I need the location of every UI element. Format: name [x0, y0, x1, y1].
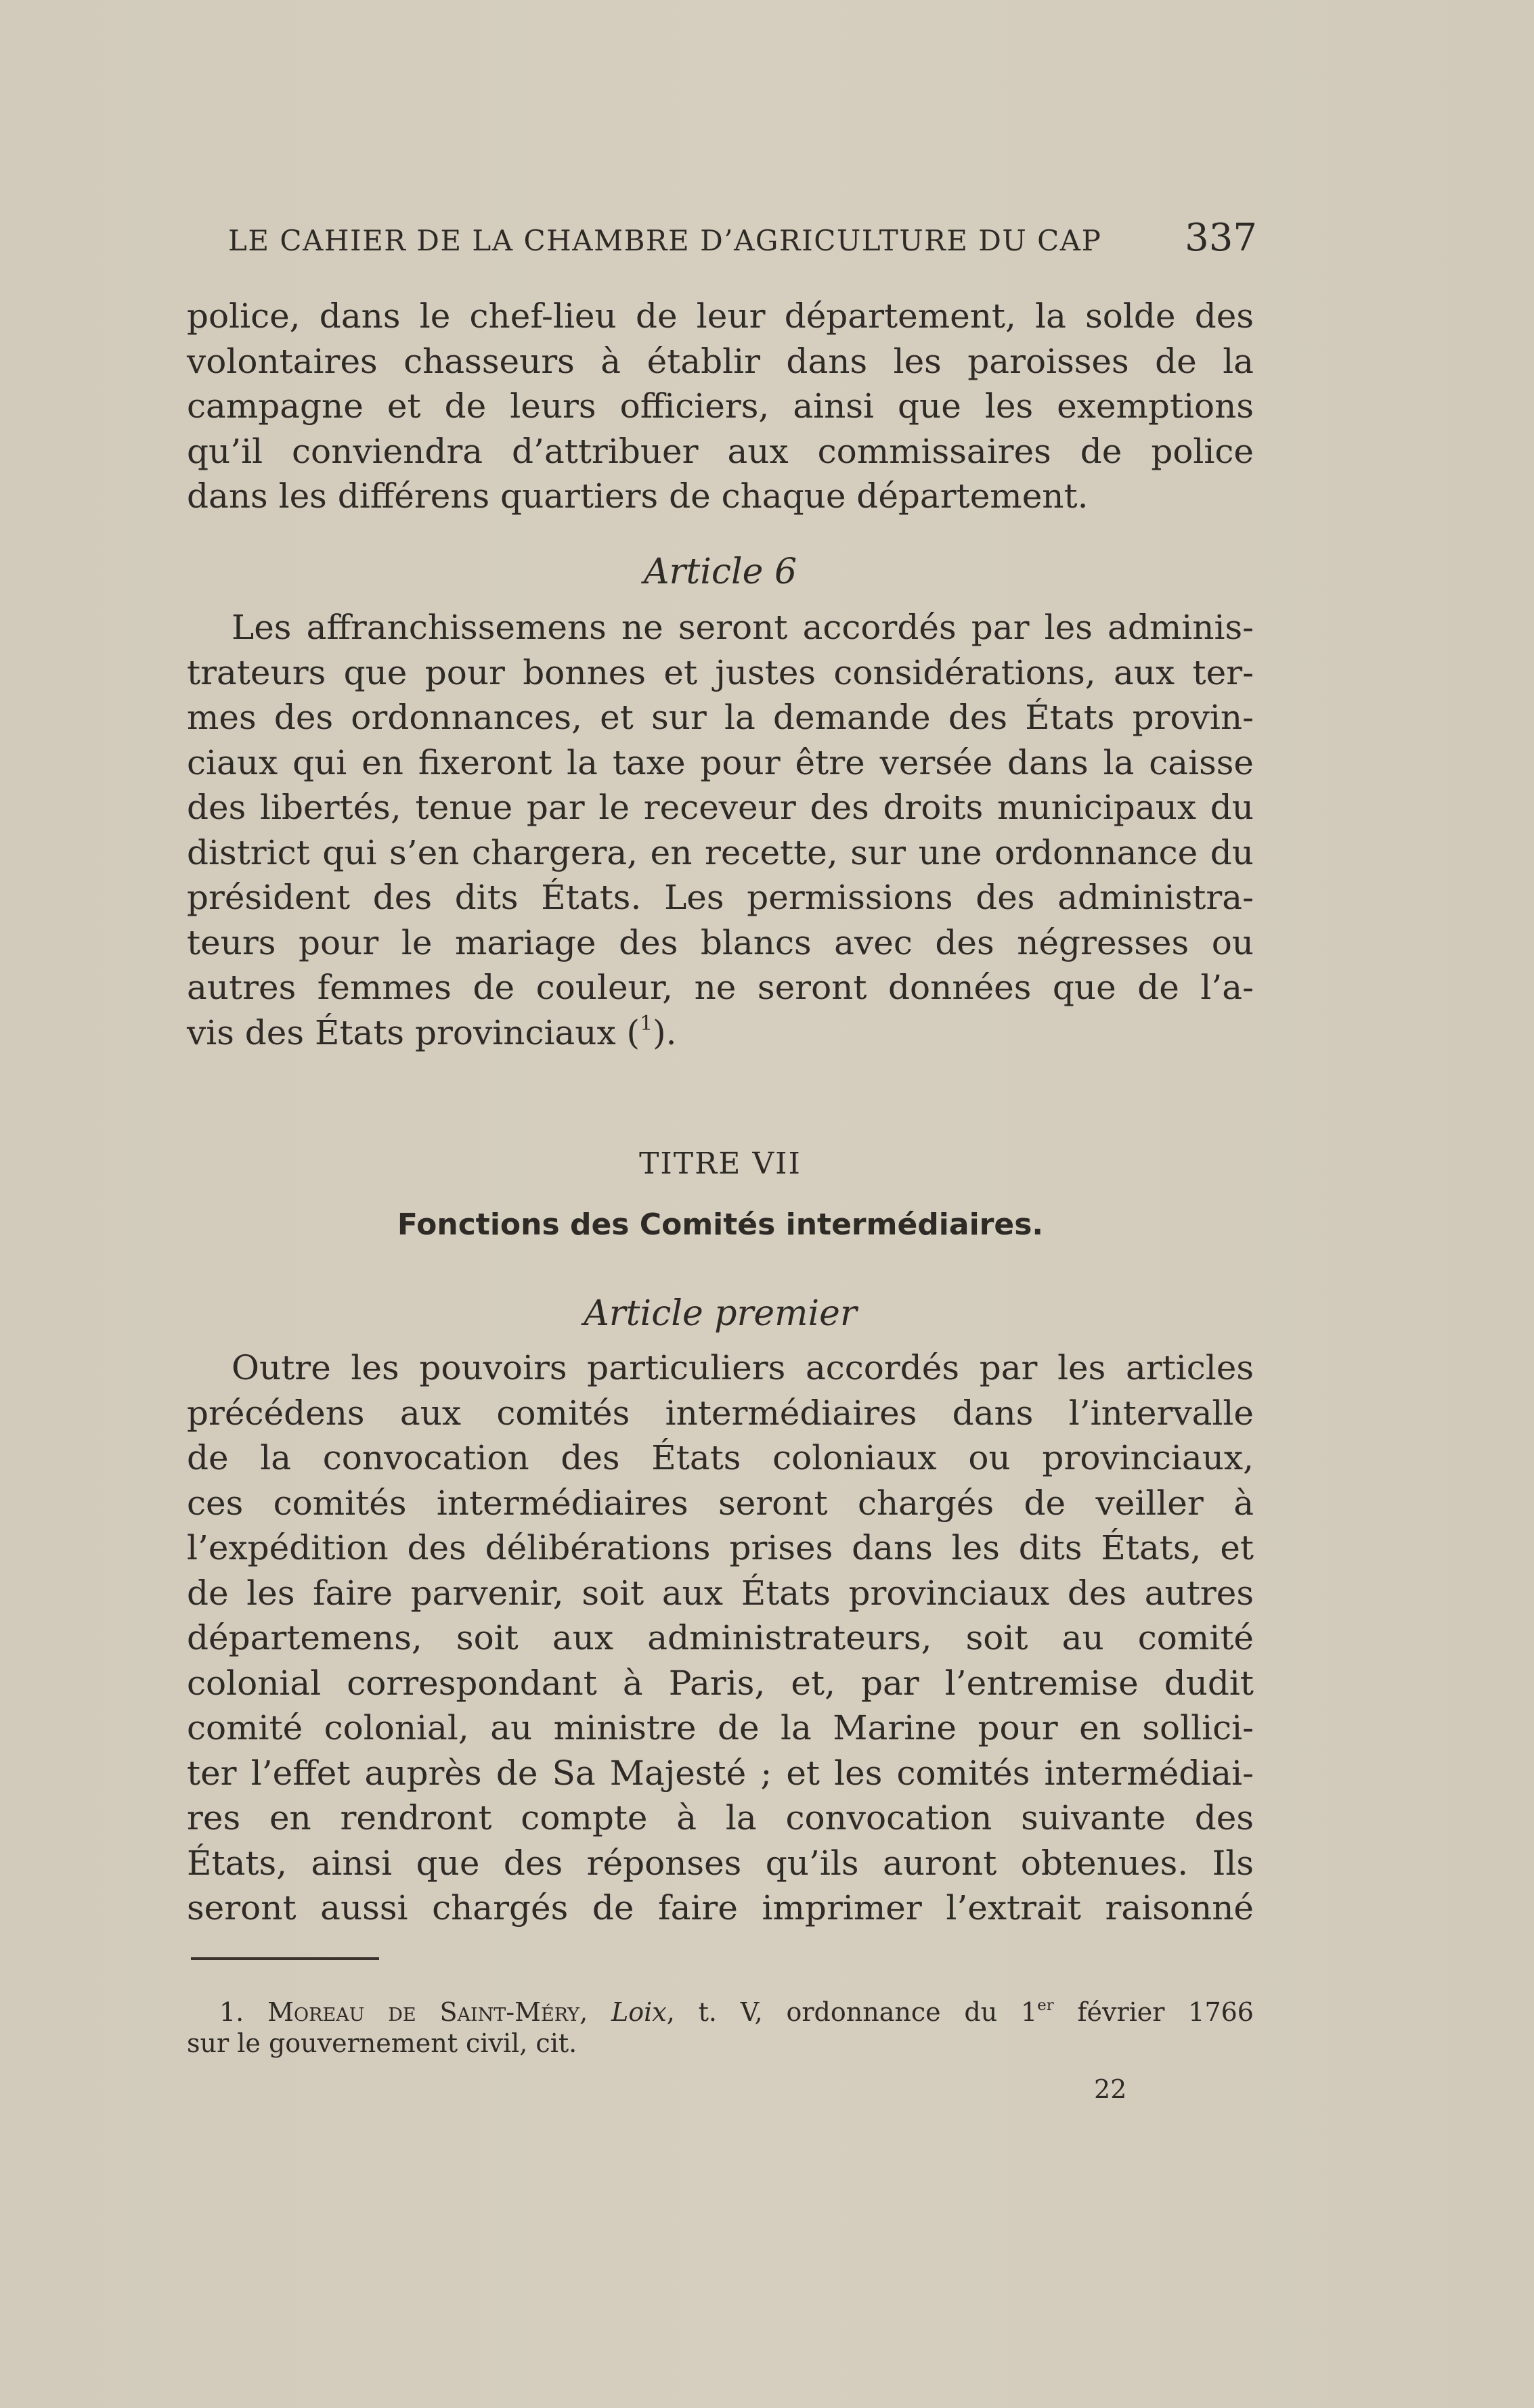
text-line: ces comités intermédiaires seront chargés de veiller à	[187, 1483, 1254, 1523]
text-line: États, ainsi que des réponses qu’ils auront obtenues. Ils	[187, 1843, 1254, 1883]
signature-mark: 22	[1094, 2074, 1127, 2104]
footnote-author: Moreau de Saint-Méry	[267, 1997, 580, 2027]
text-line: Outre les pouvoirs particuliers accordés par les articles	[232, 1348, 1254, 1387]
text-line: de les faire parvenir, soit aux États provinciaux des autres	[187, 1573, 1254, 1613]
text-line: colonial correspondant à Paris, et, par l’entremise dudit	[187, 1663, 1254, 1703]
text-fragment: .	[665, 1012, 677, 1052]
text-line: volontaires chasseurs à établir dans les paroisses de la	[187, 341, 1254, 381]
page-number: 337	[1185, 216, 1257, 260]
text-line: des libertés, tenue par le receveur des droits municipaux du	[187, 788, 1254, 827]
article-6-heading: Article 6	[643, 552, 797, 592]
paragraph-article-6	[187, 605, 1254, 1055]
paragraph-intro	[187, 294, 1254, 519]
text-line: trateurs que pour bonnes et justes considérations, aux ter-	[187, 652, 1254, 692]
titre-vii-label: TITRE VII	[639, 1146, 802, 1181]
footnote-1	[187, 1997, 1254, 2059]
text-line: district qui s’en chargera, en recette, sur une ordonnance du	[187, 832, 1254, 872]
text-line: départemens, soit aux administrateurs, soit au comité	[187, 1618, 1254, 1657]
text-line: Les affranchissemens ne seront accordés par les adminis-	[232, 608, 1254, 647]
text-line: police, dans le chef-lieu de leur département, la solde des	[187, 296, 1254, 336]
text-line: l’expédition des délibérations prises dans les dits États, et	[187, 1528, 1254, 1567]
text-line: dans les différens quartiers de chaque département.	[187, 476, 1089, 516]
text-line: qu’il conviendra d’attribuer aux commissaires de police	[187, 431, 1254, 471]
text-line: teurs pour le mariage des blancs avec des négresses ou	[187, 922, 1254, 962]
article-premier-heading: Article premier	[584, 1293, 857, 1334]
text-line: mes des ordonnances, et sur la demande des États provin-	[187, 698, 1254, 737]
text-line: autres femmes de couleur, ne seront données que de l’a-	[187, 968, 1254, 1007]
footnote-superscript: er	[1037, 1997, 1054, 2015]
text-line: res en rendront compte à la convocation suivante des	[187, 1798, 1254, 1837]
text-line: ciaux qui en fixeront la taxe pour être versée dans la caisse	[187, 742, 1254, 782]
footnote-number: 1.	[219, 1997, 244, 2027]
text-line: campagne et de leurs officiers, ainsi que les exemptions	[187, 386, 1254, 426]
paragraph-article-premier	[187, 1345, 1254, 1931]
footnote-line: sur le gouvernement civil, cit.	[187, 2028, 577, 2058]
footnote-divider	[191, 1957, 379, 1960]
running-head-title: LE CAHIER DE LA CHAMBRE D’AGRICULTURE DU CAP	[228, 224, 1102, 257]
text-line: précédens aux comités intermédiaires dans l’intervalle	[187, 1393, 1254, 1433]
text-line: président des dits États. Les permissions des administra-	[187, 878, 1254, 917]
footnote-line: 1. Moreau de Saint-Méry, Loix, t. V, ordonnance du 1er février 1766	[219, 1997, 1254, 2027]
footnote-title: Loix	[611, 1997, 667, 2027]
running-head	[228, 218, 1257, 261]
footnote-reference[interactable]: 1	[640, 1011, 653, 1035]
footnote-text: février 1766	[1053, 1997, 1254, 2027]
footnote-text: , t. V, ordonnance du 1	[666, 1997, 1038, 2027]
text-line: seront aussi chargés de faire imprimer l’extrait raisonné	[187, 1888, 1254, 1927]
text-line: de la convocation des États coloniaux ou provinciaux,	[187, 1438, 1254, 1477]
text-fragment: vis des États provinciaux	[187, 1012, 616, 1052]
titre-vii-subtitle: Fonctions des Comités intermédiaires.	[397, 1207, 1044, 1242]
text-line: ter l’effet auprès de Sa Majesté ; et les comités intermédiai-	[187, 1753, 1254, 1793]
text-line: comité colonial, au ministre de la Marine pour en sollici-	[187, 1708, 1254, 1747]
text-line-with-footnote: vis des États provinciaux ($^1$).	[187, 1011, 677, 1052]
